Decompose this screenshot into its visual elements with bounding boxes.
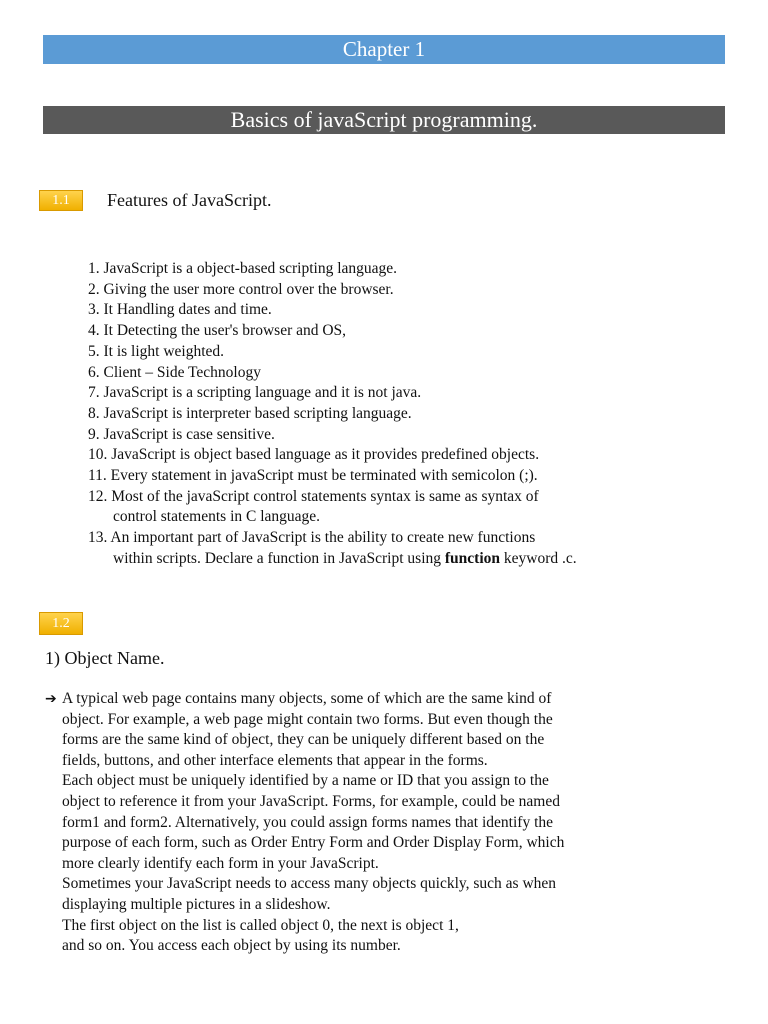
list-item-line: 13. An important part of JavaScript is the ability to create new functions	[88, 529, 536, 547]
paragraph-line: more clearly identify each form in your JavaScript.	[62, 854, 379, 872]
list-item: 1. JavaScript is a object-based scripting language.	[88, 260, 398, 277]
list-item: 7. JavaScript is a scripting language and it is not java.	[88, 384, 422, 402]
list-item: 11. Every statement in javaScript must be terminated with semicolon (;).	[88, 467, 538, 485]
section-number-badge: 1.2	[39, 612, 83, 635]
page-title: Basics of javaScript programming.	[43, 106, 725, 134]
list-item: 6. Client – Side Technology	[88, 363, 261, 381]
chapter-banner: Chapter 1	[43, 35, 725, 64]
keyword-bold: function	[444, 549, 501, 567]
paragraph-text: A typical web page contains many objects, some of which are the same kind of	[62, 690, 552, 707]
paragraph-line	[45, 689, 725, 710]
object-name-paragraph	[45, 689, 725, 957]
list-item	[88, 528, 728, 569]
paragraph-line: fields, buttons, and other interface elements that appear in the forms.	[62, 751, 488, 769]
list-item: 8. JavaScript is interpreter based scripting language.	[88, 404, 412, 422]
list-item: 3. It Handling dates and time.	[88, 301, 272, 319]
section-heading-features: Features of JavaScript.	[107, 190, 272, 210]
right-arrow-icon: ➔	[45, 691, 57, 707]
paragraph-line: The first object on the list is called object 0, the next is object 1,	[62, 916, 459, 934]
paragraph-line: displaying multiple pictures in a slideshow.	[62, 895, 331, 913]
list-item-line-continued	[88, 549, 728, 570]
paragraph-line: Sometimes your JavaScript needs to access many objects quickly, such as when	[62, 875, 557, 893]
list-item: 4. It Detecting the user's browser and OS,	[88, 322, 347, 340]
paragraph-line: Each object must be uniquely identified by a name or ID that you assign to the	[62, 772, 549, 790]
paragraph-line: forms are the same kind of object, they can be uniquely different based on the	[62, 731, 545, 749]
features-list	[88, 259, 728, 570]
paragraph-line: object. For example, a web page might contain two forms. But even though the	[62, 710, 553, 728]
list-item-text: keyword .c.	[500, 549, 577, 567]
section-number-badge: 1.1	[39, 190, 83, 211]
list-item-line-continued: control statements in C language.	[113, 508, 321, 526]
paragraph-line: form1 and form2. Alternatively, you could assign forms names that identify the	[62, 813, 554, 831]
list-item-text: within scripts. Declare a function in JavaScript using	[113, 549, 445, 567]
list-item: 10. JavaScript is object based language as it provides predefined objects.	[88, 446, 540, 464]
list-item: 9. JavaScript is case sensitive.	[88, 425, 275, 443]
list-item-line: 12. Most of the javaScript control statements syntax is same as syntax of	[88, 487, 539, 505]
paragraph-line: purpose of each form, such as Order Entry Form and Order Display Form, which	[62, 834, 565, 852]
paragraph-line: object to reference it from your JavaScript. Forms, for example, could be named	[62, 792, 560, 810]
list-item	[88, 487, 728, 528]
subsection-heading-object-name: 1) Object Name.	[45, 648, 165, 668]
paragraph-line: and so on. You access each object by using its number.	[62, 937, 401, 955]
list-item: 5. It is light weighted.	[88, 342, 225, 360]
list-item: 2. Giving the user more control over the browser.	[88, 280, 394, 298]
